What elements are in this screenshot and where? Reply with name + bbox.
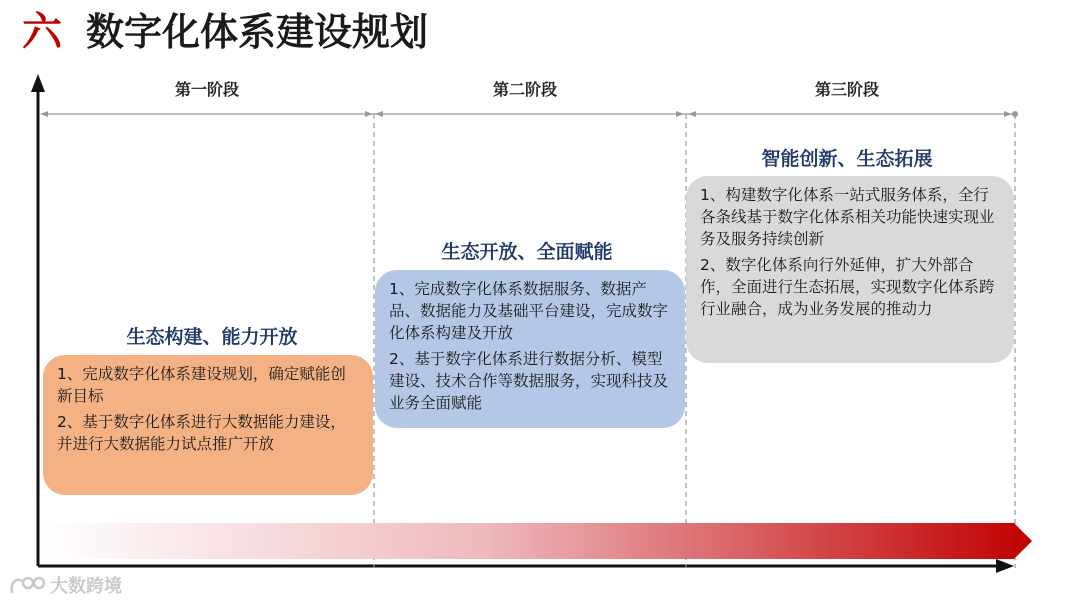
stage-title-1: 生态构建、能力开放 <box>126 326 298 348</box>
section-number: 六 <box>22 9 62 55</box>
x-axis-arrowhead <box>996 559 1014 573</box>
stage-3-item-2: 2、数字化体系向行外延伸，扩大外部合作，全面进行生态拓展，实现数字化体系跨行业融合，成为业务发展的推动力 <box>700 256 995 318</box>
stage-1-item-1: 1、完成数字化体系建设规划，确定赋能创新目标 <box>57 365 346 405</box>
stage-box-2 <box>375 270 685 428</box>
stage-box-1 <box>43 355 373 495</box>
stage-title-2: 生态开放、全面赋能 <box>441 241 613 263</box>
phase-label-2: 第二阶段 <box>492 80 557 99</box>
stage-2-item-2: 2、基于数字化体系进行数据分析、模型建设、技术合作等数据服务，实现科技及业务全面赋能 <box>389 350 669 412</box>
stage-title-3: 智能创新、生态拓展 <box>761 148 933 170</box>
stage-3-item-1: 1、构建数字化体系一站式服务体系，全行各条线基于数字化体系相关功能快速实现业务及服务持续创新 <box>700 186 995 248</box>
watermark-logo-icon <box>8 573 46 597</box>
stage-2-item-1: 1、完成数字化体系数据服务、数据产品、数据能力及基础平台建设，完成数字化体系构建及开放 <box>389 280 669 342</box>
watermark <box>8 572 122 598</box>
progress-arrow <box>44 523 1032 559</box>
phase-label-1: 第一阶段 <box>174 80 239 99</box>
y-axis-arrowhead <box>31 74 45 92</box>
watermark-text: 大数跨境 <box>50 576 122 597</box>
phase-label-3: 第三阶段 <box>814 80 879 99</box>
stage-1-item-2: 2、基于数字化体系进行大数据能力建设，并进行大数据能力试点推广开放 <box>57 413 346 453</box>
page-title: 数字化体系建设规划 <box>86 10 429 54</box>
stage-box-3 <box>686 176 1014 363</box>
